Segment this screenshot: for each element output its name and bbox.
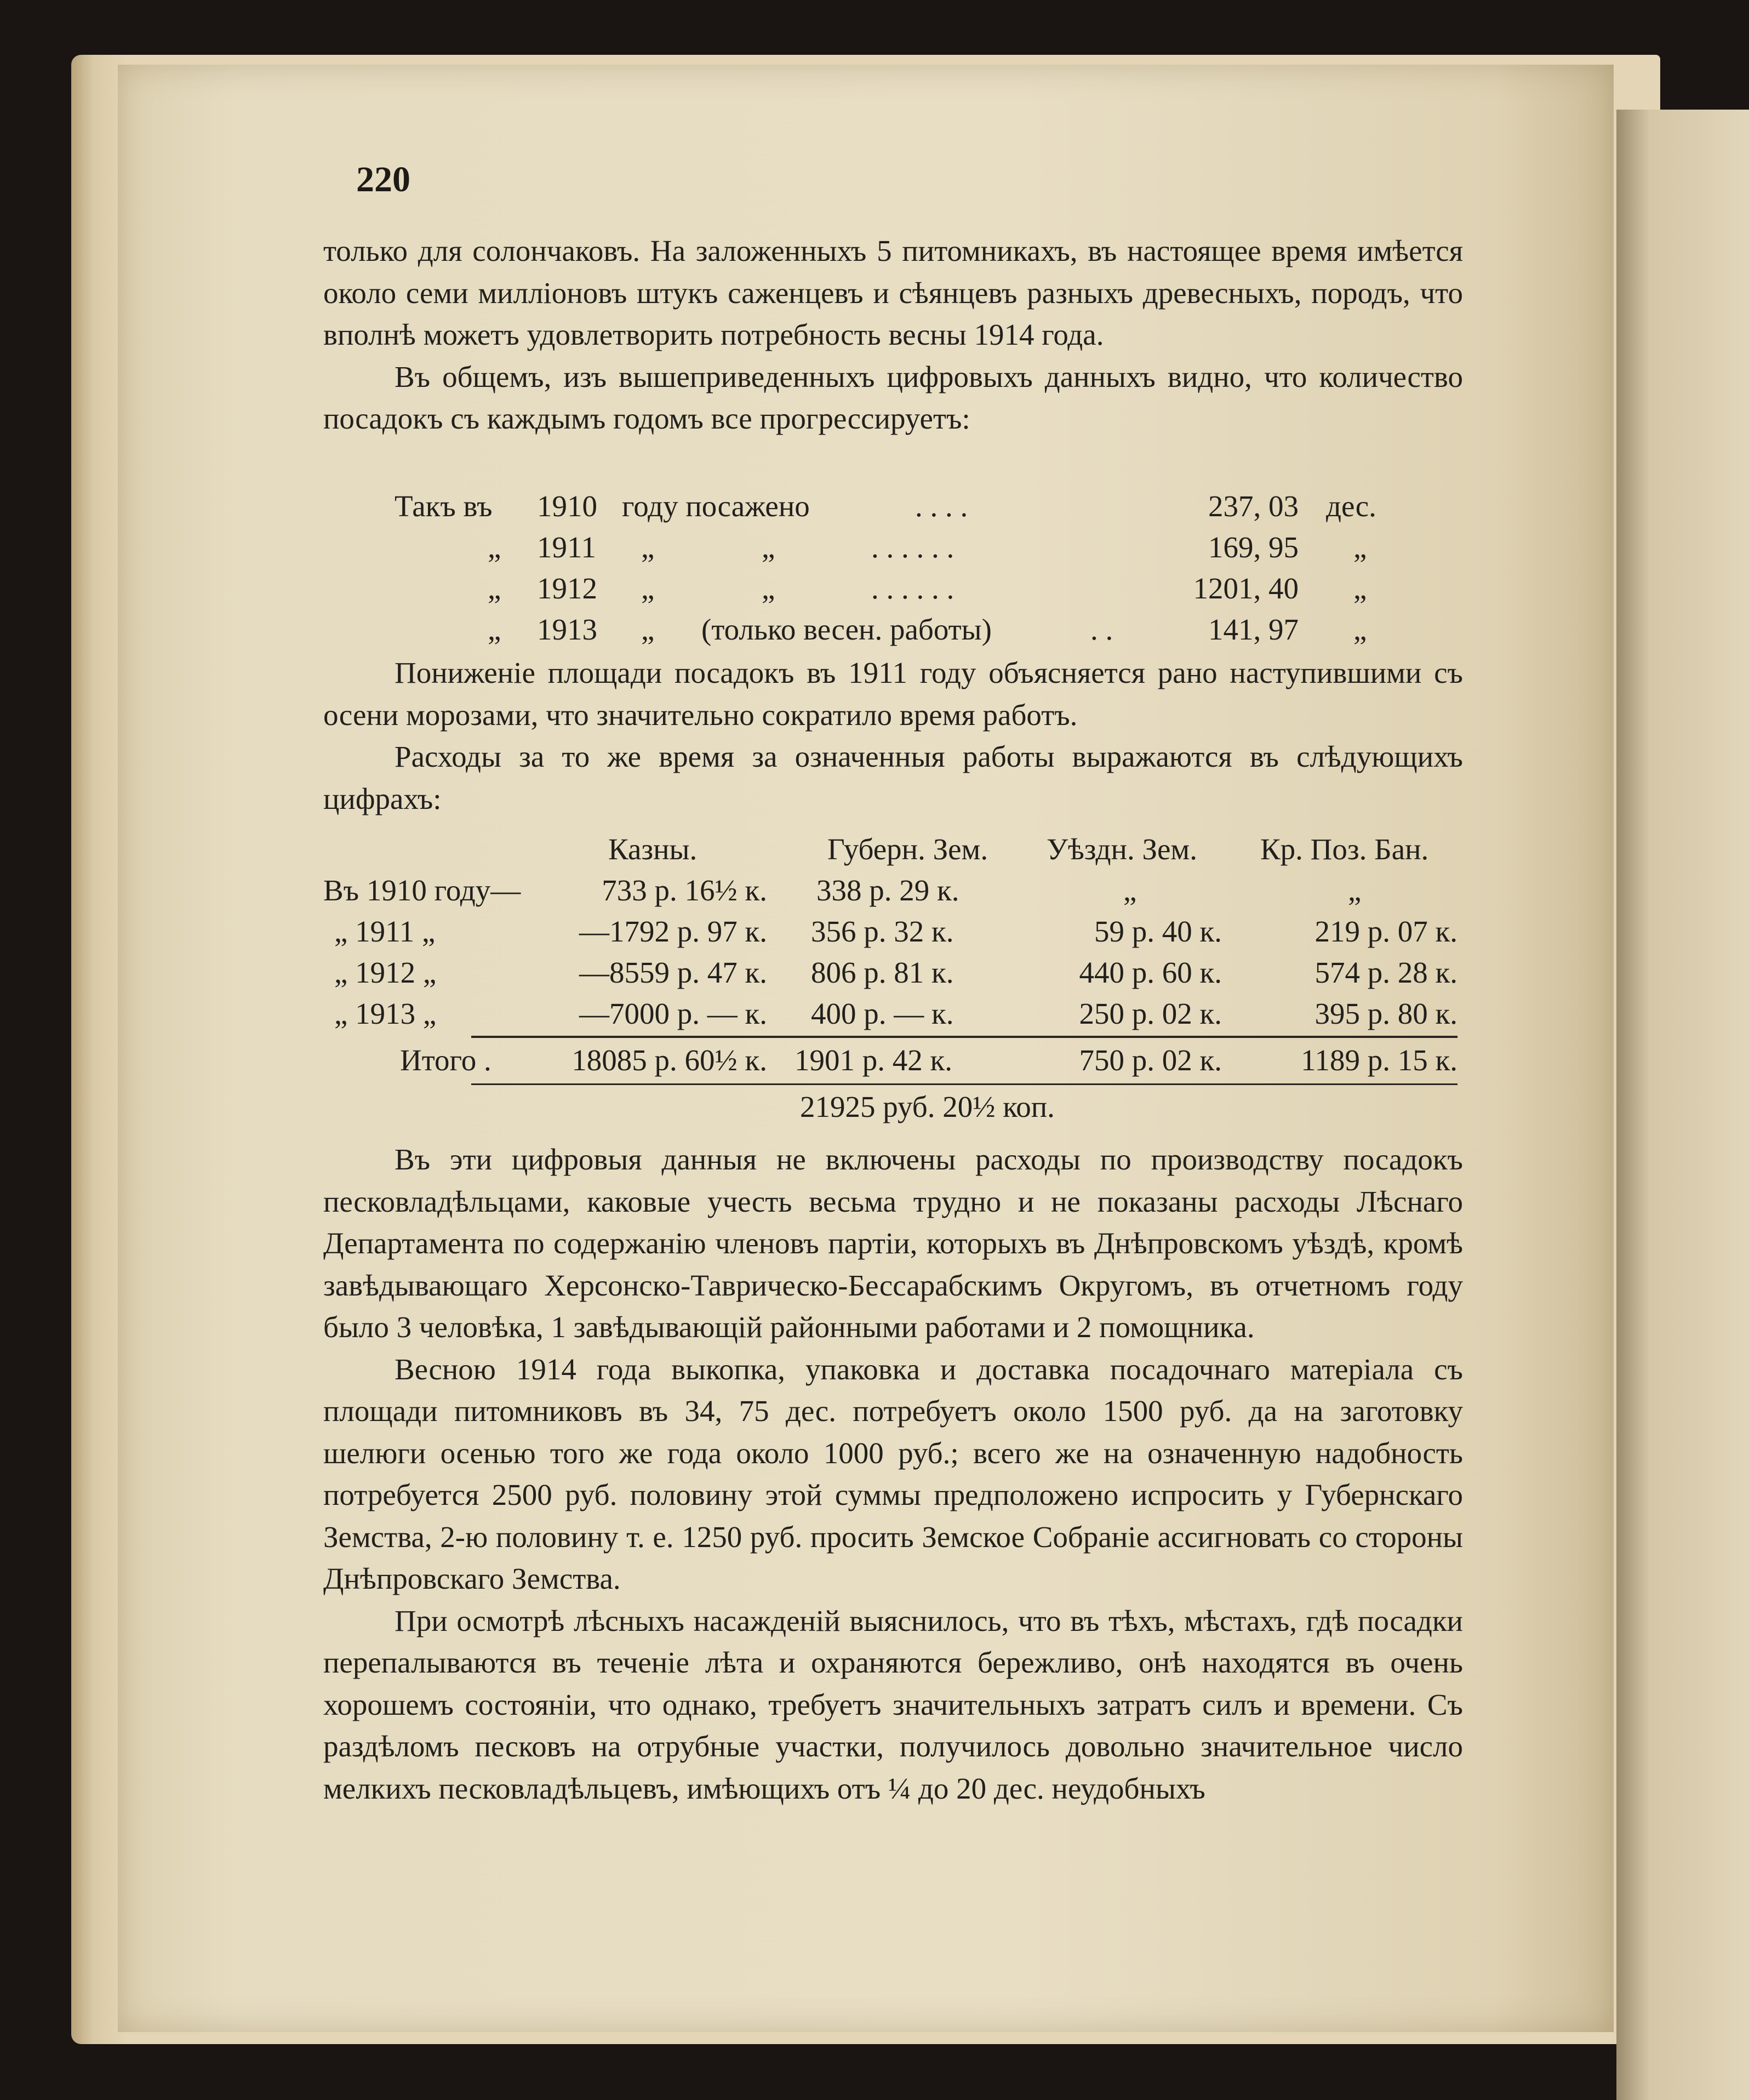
row-dots: . . . . <box>915 489 968 523</box>
row-uezd: „ <box>1123 874 1137 907</box>
row-unit: „ <box>1353 613 1367 646</box>
row-desc: „ <box>762 572 775 605</box>
row-value: 237, 03 <box>1208 489 1299 523</box>
row-uezd: 59 р. 40 к. <box>1094 915 1222 948</box>
plantings-table <box>323 486 1463 650</box>
expenses-row <box>323 911 1463 952</box>
total-rule <box>471 1036 1458 1038</box>
row-dots: . . <box>1090 613 1113 646</box>
row-uezd: 250 р. 02 к. <box>1079 997 1222 1030</box>
paragraph-block-2 <box>323 652 1463 820</box>
row-guberns: 356 р. 32 к. <box>811 915 954 948</box>
expenses-row <box>323 952 1463 993</box>
row-bank: 219 р. 07 к. <box>1314 915 1458 948</box>
row-bank: 574 р. 28 к. <box>1314 956 1458 989</box>
row-uezd: 440 р. 60 к. <box>1079 956 1222 989</box>
row-value: 169, 95 <box>1208 530 1299 564</box>
plantings-row <box>323 609 1463 650</box>
row-dots: . . . . . . <box>871 530 954 564</box>
facing-page-edge <box>1616 110 1749 2100</box>
expenses-row <box>323 993 1463 1034</box>
row-label: „ 1913 „ <box>334 997 437 1030</box>
expenses-row <box>323 870 1463 911</box>
row-dots: . . . . . . <box>871 572 954 605</box>
row-prefix: „ <box>488 613 501 646</box>
row-prefix: „ <box>488 530 501 564</box>
row-guberns: 400 р. — к. <box>811 997 954 1030</box>
row-kazna: —1792 р. 97 к. <box>579 915 767 948</box>
row-label: „ 1912 „ <box>334 956 437 989</box>
paragraph-block-1 <box>323 230 1463 440</box>
paragraph: Въ общемъ, изъ вышеприведенныхъ цифровыхъ данныхъ видно, что количество посадокъ съ каждымъ годомъ все прогрессируетъ: <box>323 359 1463 435</box>
header-uezd: Уѣздн. Зем. <box>1047 832 1197 866</box>
row-bank: 395 р. 80 к. <box>1314 997 1458 1030</box>
total-kazna: 18085 р. 60½ к. <box>571 1043 767 1077</box>
paragraph-block-3 <box>323 1139 1463 1810</box>
row-prefix: „ <box>488 572 501 605</box>
paragraph: Въ эти цифровыя данныя не включены расходы по производству посадокъ песковладѣльцами, каковые учесть весьма трудно и не показаны расходы Лѣснаго Департамента по содержанію членовъ партіи, которыхъ въ Днѣпровскомъ уѣздѣ, кромѣ завѣдывающаго Херсонско-Таврическо-Бессарабскимъ Округомъ, въ отчетномъ году было 3 человѣка, 1 завѣдывающій районными работами и 2 помощника. <box>323 1143 1463 1344</box>
total-label: Итого . <box>400 1043 491 1077</box>
row-unit: „ <box>1353 572 1367 605</box>
row-label: Въ 1910 году— <box>323 874 521 907</box>
row-bank: „ <box>1348 874 1362 907</box>
grand-total-rule <box>471 1083 1458 1085</box>
header-guberns: Губерн. Зем. <box>827 832 988 866</box>
row-desc: году посажено <box>622 489 810 523</box>
row-unit: дес. <box>1326 489 1376 523</box>
page-number: 220 <box>356 159 410 199</box>
grand-total: 21925 руб. 20½ коп. <box>800 1090 1055 1123</box>
row-ditto: „ <box>641 613 655 646</box>
row-year: 1910 <box>537 489 597 523</box>
paragraph: только для солончаковъ. На заложенныхъ 5 питомникахъ, въ настоящее время имѣется около семи милліоновъ штукъ саженцевъ и сѣянцевъ разныхъ древесныхъ, породъ, что вполнѣ можетъ удовлетворить потребность весны 1914 года. <box>323 234 1463 351</box>
row-value: 141, 97 <box>1208 613 1299 646</box>
row-kazna: —7000 р. — к. <box>579 997 767 1030</box>
row-year: 1913 <box>537 613 597 646</box>
row-prefix: Такъ въ <box>395 489 493 523</box>
paragraph: При осмотрѣ лѣсныхъ насажденій выяснилось, что въ тѣхъ, мѣстахъ, гдѣ посадки перепалываются въ теченіе лѣта и охраняются бережливо, онѣ находятся въ очень хорошемъ состояніи, что однако, требуетъ значительныхъ затратъ силъ и времени. Съ раздѣломъ песковъ на отрубные участки, получилось довольно значительное число мелкихъ песковладѣльцевъ, имѣющихъ отъ ¼ до 20 дес. неудобныхъ <box>323 1603 1463 1805</box>
header-kazna: Казны. <box>608 832 698 866</box>
row-kazna: 733 р. 16½ к. <box>602 874 767 907</box>
grand-total-row <box>323 1086 1463 1127</box>
total-bank: 1189 р. 15 к. <box>1301 1043 1458 1077</box>
row-unit: „ <box>1353 530 1367 564</box>
total-guberns: 1901 р. 42 к. <box>795 1043 952 1077</box>
row-ditto: „ <box>641 572 655 605</box>
paragraph: Расходы за то же время за означенныя работы выражаются въ слѣдующихъ цифрахъ: <box>323 740 1463 815</box>
row-ditto: „ <box>641 530 655 564</box>
row-year: 1912 <box>537 572 597 605</box>
total-uezd: 750 р. 02 к. <box>1079 1043 1222 1077</box>
row-kazna: —8559 р. 47 к. <box>579 956 767 989</box>
row-guberns: 338 р. 29 к. <box>816 874 959 907</box>
paragraph: Весною 1914 года выкопка, упаковка и доставка посадочнаго матеріала съ площади питомниковъ въ 34, 75 дес. потребуетъ около 1500 руб. да на заготовку шелюги осенью того же года около 1000 руб.; всего же на означенную надобность потребуется 2500 руб. половину этой суммы предположено испросить у Губернскаго Земства, 2-ю половину т. е. 1250 руб. просить Земское Собраніе ассигновать со стороны Днѣпровскаго Земства. <box>323 1352 1463 1595</box>
plantings-row <box>323 486 1463 527</box>
expenses-table <box>323 829 1463 1127</box>
row-value: 1201, 40 <box>1193 572 1299 605</box>
header-bank: Кр. Поз. Бан. <box>1260 832 1429 866</box>
plantings-row <box>323 527 1463 568</box>
plantings-row <box>323 568 1463 609</box>
row-desc: „ <box>762 530 775 564</box>
row-label: „ 1911 „ <box>334 915 436 948</box>
expenses-header <box>323 829 1463 870</box>
row-desc: (только весен. работы) <box>701 613 992 646</box>
paragraph: Пониженіе площади посадокъ въ 1911 году объясняется рано наступившими съ осени морозами, что значительно сократило время работъ. <box>323 656 1463 732</box>
expenses-total-row <box>323 1040 1463 1081</box>
row-guberns: 806 р. 81 к. <box>811 956 954 989</box>
row-year: 1911 <box>537 530 596 564</box>
